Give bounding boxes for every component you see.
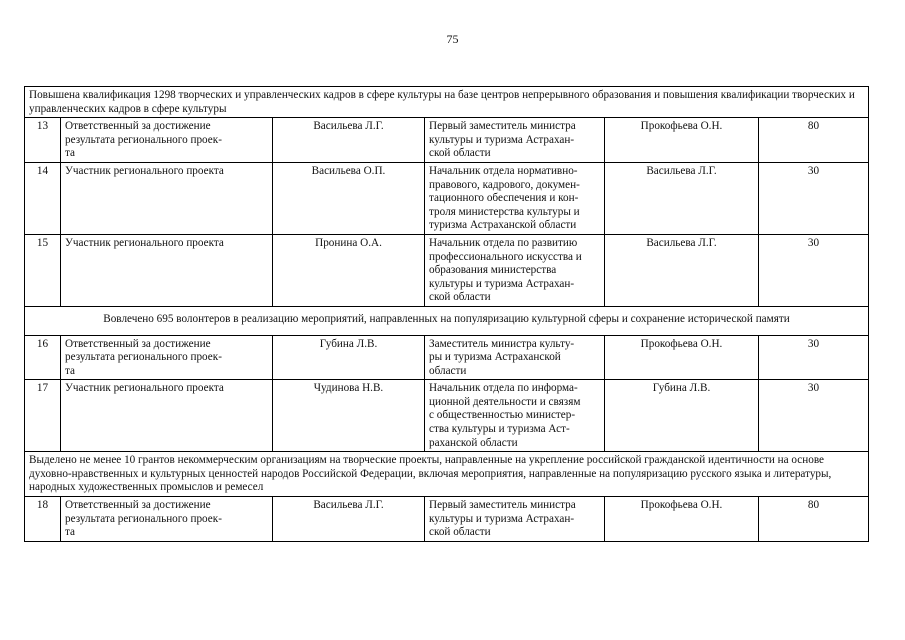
person-name: Пронина О.А. xyxy=(273,234,425,306)
involvement-percent: 80 xyxy=(759,118,869,163)
row-number: 18 xyxy=(25,497,61,542)
section-row xyxy=(25,452,869,497)
section-row xyxy=(25,306,869,335)
table-row xyxy=(25,380,869,452)
project-role: Ответственный за достижение результата регионального проек- та xyxy=(61,335,273,380)
table-row xyxy=(25,118,869,163)
project-role: Ответственный за достижение результата регионального проек- та xyxy=(61,118,273,163)
section-heading: Выделено не менее 10 грантов некоммерческим организациям на творческие проекты, направленные на укрепление российской гражданской идентичности на основе духовно-нравственных и культурных ценностей народов Российской Федерации, включая мероприятия, направленные на популяризацию русского языка и литературы, народных художественных промыслов и ремесел xyxy=(25,452,869,497)
involvement-percent: 80 xyxy=(759,497,869,542)
section-row xyxy=(25,87,869,118)
person-name: Васильева Л.Г. xyxy=(273,497,425,542)
position-title: Первый заместитель министра культуры и туризма Астрахан- ской области xyxy=(425,118,605,163)
position-title: Начальник отдела нормативно- правового, кадрового, докумен- тационного обеспечения и кон- троля министерства культуры и туризма Астраханской области xyxy=(425,162,605,234)
project-role: Участник регионального проекта xyxy=(61,380,273,452)
person-name: Чудинова Н.В. xyxy=(273,380,425,452)
responsibility-table xyxy=(24,86,869,542)
row-number: 13 xyxy=(25,118,61,163)
page-number: 75 xyxy=(446,32,459,46)
project-role: Участник регионального проекта xyxy=(61,234,273,306)
position-title: Начальник отдела по информа- ционной деятельности и связям с общественностью министер- ства культуры и туризма Аст- раханской области xyxy=(425,380,605,452)
supervisor-name: Губина Л.В. xyxy=(605,380,759,452)
row-number: 14 xyxy=(25,162,61,234)
table-row xyxy=(25,234,869,306)
row-number: 17 xyxy=(25,380,61,452)
supervisor-name: Васильева Л.Г. xyxy=(605,234,759,306)
project-role: Ответственный за достижение результата регионального проек- та xyxy=(61,497,273,542)
position-title: Первый заместитель министра культуры и туризма Астрахан- ской области xyxy=(425,497,605,542)
project-role: Участник регионального проекта xyxy=(61,162,273,234)
involvement-percent: 30 xyxy=(759,162,869,234)
person-name: Васильева Л.Г. xyxy=(273,118,425,163)
supervisor-name: Прокофьева О.Н. xyxy=(605,335,759,380)
section-heading: Повышена квалификация 1298 творческих и управленческих кадров в сфере культуры на базе центров непрерывного образования и повышения квалификации творческих и управленческих кадров в сфере культуры xyxy=(25,87,869,118)
table-row xyxy=(25,497,869,542)
position-title: Заместитель министра культу- ры и туризма Астраханской области xyxy=(425,335,605,380)
supervisor-name: Прокофьева О.Н. xyxy=(605,497,759,542)
supervisor-name: Васильева Л.Г. xyxy=(605,162,759,234)
row-number: 16 xyxy=(25,335,61,380)
table-row xyxy=(25,335,869,380)
person-name: Васильева О.П. xyxy=(273,162,425,234)
position-title: Начальник отдела по развитию профессионального искусства и образования министерства культуры и туризма Астрахан- ской области xyxy=(425,234,605,306)
section-heading: Вовлечено 695 волонтеров в реализацию мероприятий, направленных на популяризацию культурной сферы и сохранение исторической памяти xyxy=(25,306,869,335)
person-name: Губина Л.В. xyxy=(273,335,425,380)
involvement-percent: 30 xyxy=(759,380,869,452)
supervisor-name: Прокофьева О.Н. xyxy=(605,118,759,163)
involvement-percent: 30 xyxy=(759,335,869,380)
row-number: 15 xyxy=(25,234,61,306)
involvement-percent: 30 xyxy=(759,234,869,306)
table-row xyxy=(25,162,869,234)
